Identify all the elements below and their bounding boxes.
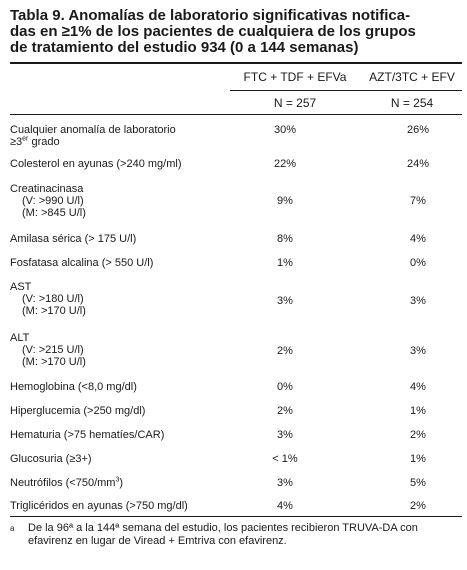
row-label: Creatinacinasa bbox=[10, 183, 84, 195]
row-value-2: 5% bbox=[410, 477, 426, 489]
row-label: Amilasa sérica (> 175 U/l) bbox=[10, 233, 137, 245]
row-sublabel: (V: >215 U/l) bbox=[22, 344, 84, 356]
row-label: Cualquier anomalía de laboratorio bbox=[10, 124, 176, 136]
row-value-1: 4% bbox=[277, 500, 293, 512]
title-rule bbox=[10, 62, 462, 64]
row-value-2: 4% bbox=[410, 233, 426, 245]
row-value-1: 2% bbox=[277, 405, 293, 417]
row-value-2: 3% bbox=[410, 345, 426, 357]
row-label: Neutrófilos $(<750/mm^3)$ bbox=[10, 476, 124, 489]
row-label: Triglicéridos en ayunas (>750 mg/dl) bbox=[10, 500, 188, 512]
row-label: Hematuria (>75 hematíes/CAR) bbox=[10, 429, 165, 441]
header-divider bbox=[230, 90, 462, 91]
row-value-2: 0% bbox=[410, 257, 426, 269]
row-sublabel: (V: >180 U/l) bbox=[22, 293, 84, 305]
row-value-2: 24% bbox=[406, 158, 430, 170]
row-value-2: 1% bbox=[410, 405, 426, 417]
row-sublabel: (M: >170 U/l) bbox=[22, 356, 86, 368]
row-sublabel: (V: >990 U/l) bbox=[22, 195, 84, 207]
row-value-1: 2% bbox=[277, 345, 293, 357]
row-value-2: 2% bbox=[410, 500, 426, 512]
row-label: Colesterol en ayunas (>240 mg/ml) bbox=[10, 158, 182, 170]
row-value-1: 0% bbox=[277, 381, 293, 393]
column-header-2: AZT/3TC + EFV bbox=[369, 70, 455, 84]
row-label: Hemoglobina (<8,0 mg/dl) bbox=[10, 381, 137, 393]
title-line-2: das en ≥1% de los pacientes de cualquiera de los grupos bbox=[10, 23, 416, 40]
header-bottom-rule bbox=[10, 114, 462, 115]
row-value-1: 9% bbox=[277, 195, 293, 207]
document-page: Tabla 9. Anomalías de laboratorio significativas notifica- das en ≥1% de los pacientes de cualquiera de los grupos de tratamiento del estudio 934 (0 a 144 semanas) FTC + TDF + EFVa AZT/3TC + EFV N = 257 N = 254 Cualquier anomalía de laboratorio ≥3er grado 30% 26% Colesterol en ayunas (>240 mg/ml) 22% 24% Creatinacinasa (V: >990 U/l) (M: >845 U/l) 9% 7% Amilasa sérica (> 175 U/l) 8% 4% Fosfatasa alcalina (> 550 U/l) 1% 0% AST (V: >180 U/l) (M: >170 U/l) 3% 3% ALT (V: >215 U/l) (M: >170 U/l) 2% 3% Hemoglobina (<8,0 mg/dl) 0% 4% Hiperglucemia (>250 mg/dl) 2% 1% Hematuria (>75 hematíes/CAR) 3% 2% Glucosuria (≥3+) < 1% 1% Neutrófilos $(<750/mm^3)$ 3% 5% Triglicéridos en ayunas (>750 mg/dl) 4% 2% a De la 96ª a la 144ª semana del estudio, los pacientes recibieron TRUVA-DA con efavirenz en lugar de Viread + Emtriva con efavirenz. bbox=[0, 0, 467, 570]
row-value-2: 2% bbox=[410, 429, 426, 441]
table-bottom-rule bbox=[10, 516, 462, 517]
row-value-1: 1% bbox=[277, 257, 293, 269]
title-line-3: de tratamiento del estudio 934 (0 a 144 semanas) bbox=[10, 39, 359, 56]
title-line-1: Tabla 9. Anomalías de laboratorio significativas notifica- bbox=[10, 7, 411, 24]
column-n-2: N = 254 bbox=[390, 96, 434, 110]
row-value-1: 3% bbox=[277, 295, 293, 307]
row-label: AST bbox=[10, 281, 32, 293]
column-header-1: FTC + TDF + EFVa bbox=[243, 70, 347, 84]
column-n-1: N = 257 bbox=[273, 96, 317, 110]
row-value-2: 3% bbox=[410, 295, 426, 307]
row-value-2: 4% bbox=[410, 381, 426, 393]
row-label: Fosfatasa alcalina (> 550 U/l) bbox=[10, 257, 154, 269]
row-value-1: 30% bbox=[273, 124, 297, 136]
row-label: Glucosuria (≥3+) bbox=[10, 453, 92, 465]
row-value-2: 1% bbox=[410, 453, 426, 465]
footnote-text: De la 96ª a la 144ª semana del estudio, los pacientes recibieron TRUVA-DA con efavirenz en lugar de Viread + Emtriva con efavirenz. bbox=[28, 522, 418, 547]
row-value-1: 8% bbox=[277, 233, 293, 245]
table-title bbox=[10, 8, 462, 56]
row-value-1: 3% bbox=[277, 477, 293, 489]
row-label: ALT bbox=[10, 332, 30, 344]
row-label: Hiperglucemia (>250 mg/dl) bbox=[10, 405, 146, 417]
footnote-marker: a bbox=[10, 524, 15, 533]
row-value-1: < 1% bbox=[272, 453, 298, 465]
row-value-2: 7% bbox=[410, 195, 426, 207]
footnote bbox=[10, 522, 462, 548]
row-value-1: 22% bbox=[273, 158, 297, 170]
row-sublabel: (M: >170 U/l) bbox=[22, 305, 86, 317]
row-value-1: 3% bbox=[277, 429, 293, 441]
row-value-2: 26% bbox=[406, 124, 430, 136]
row-sublabel: (M: >845 U/l) bbox=[22, 207, 86, 219]
